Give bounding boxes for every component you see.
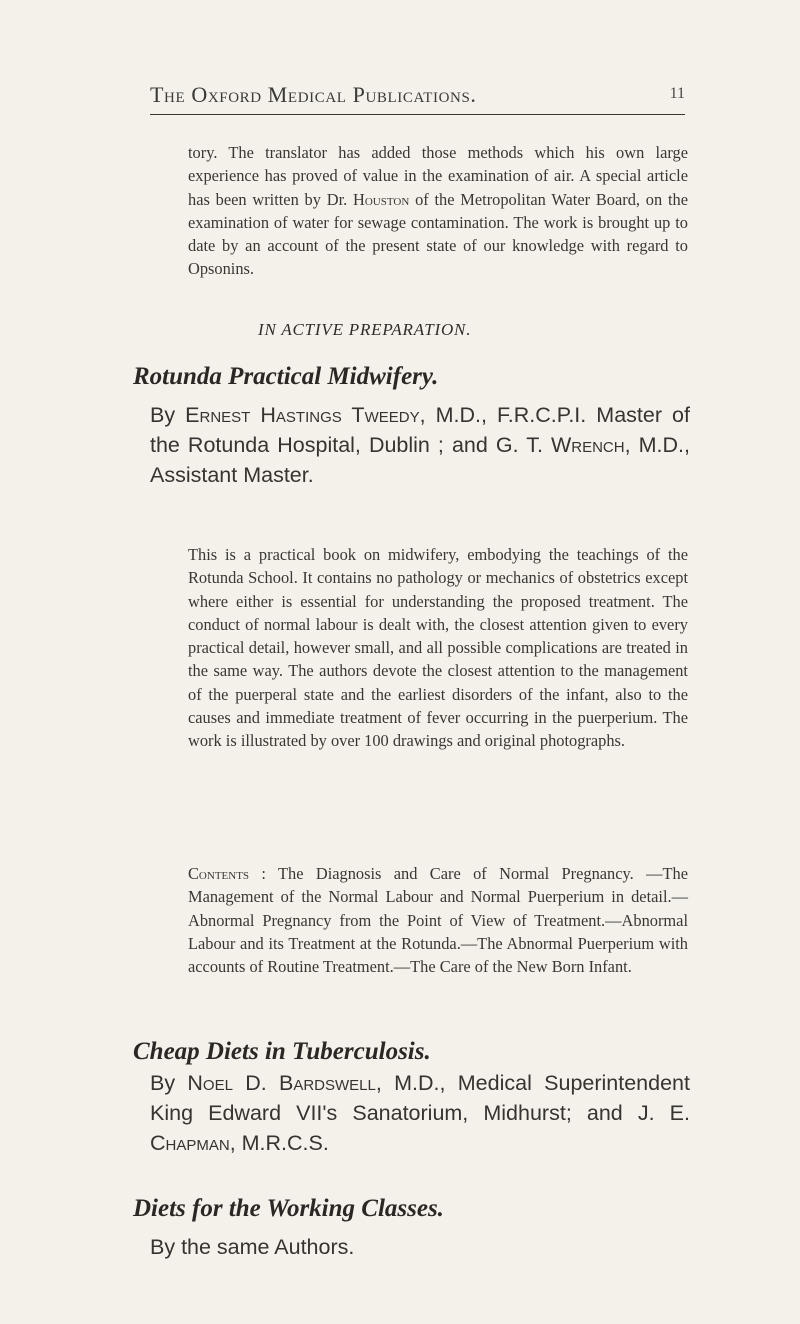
author-name: Chapman (150, 1131, 230, 1155)
running-title: The Oxford Medical Publications. (150, 82, 477, 107)
author-name: Wrench (550, 433, 625, 457)
author-credentials: , M.D., F.R.C.P.I. Master of the Rotunda Hospital, Dublin ; and G. T. (150, 403, 690, 457)
author-credentials: , M.D., Medical Superintendent King Edward VII's Sanatorium, Midhurst; and J. E. (150, 1071, 690, 1125)
byline-prefix: By (150, 1071, 188, 1095)
book-title-working-diets: Diets for the Working Classes. (133, 1195, 444, 1222)
contents-text: : The Diagnosis and Care of Normal Pregnancy. —The Management of the Normal Labour and Normal Puerperium in detail.—Abnormal Pregnancy from the Point of View of Treatment.—Abnormal Labour and its Treatment at the Rotunda.—The Abnormal Puerperium with accounts of Routine Treatment.—The Care of the New Born Infant. (188, 864, 688, 977)
page-number: 11 (669, 85, 685, 102)
book-description-rotunda: This is a practical book on midwifery, embodying the teachings of the Rotunda School. It contains no pathology or mechanics of obstetrics except where either is essential for understanding the proposed treatment. The conduct of normal labour is dealt with, the closest attention given to every practical detail, however small, and all possible complications are treated in the same way. The authors devote the closest attention to the management of the puerperal state and the earliest disorders of the infant, also to the causes and immediate treatment of fever occurring in the puerperium. The work is illustrated by over 100 drawings and original photographs. (188, 545, 688, 751)
author-name: Noel D. Bardswell (187, 1071, 376, 1095)
intro-text-end: of the Metropolitan Water Board, on the examination of water for sewage contamination. The work is brought up to date by an account of the present state of our knowledge with regard to Opsonins. (188, 189, 688, 279)
section-heading-preparation: IN ACTIVE PREPARATION. (258, 320, 472, 339)
book-authors-rotunda (150, 400, 690, 490)
author-credentials: , M.D., Assistant Master. (150, 433, 690, 487)
running-header (150, 78, 685, 115)
author-credentials: , M.R.C.S. (229, 1131, 329, 1155)
book-authors-working-diets: By the same Authors. (150, 1235, 355, 1259)
book-authors-cheap-diets (150, 1068, 690, 1158)
intro-paragraph (188, 141, 688, 281)
author-name: Ernest Hastings Tweedy (185, 403, 420, 427)
book-contents-rotunda (188, 862, 688, 978)
author-name-houston: Houston (353, 189, 410, 209)
book-title-cheap-diets: Cheap Diets in Tuberculosis. (133, 1038, 431, 1065)
intro-text-start: tory. The translator has added those methods which his own large experience has proved of value in the examination of air. A special article has been written by Dr. (188, 143, 688, 209)
book-title-rotunda: Rotunda Practical Midwifery. (133, 363, 439, 390)
contents-label: Contents (188, 864, 250, 883)
byline-prefix: By (150, 403, 186, 427)
